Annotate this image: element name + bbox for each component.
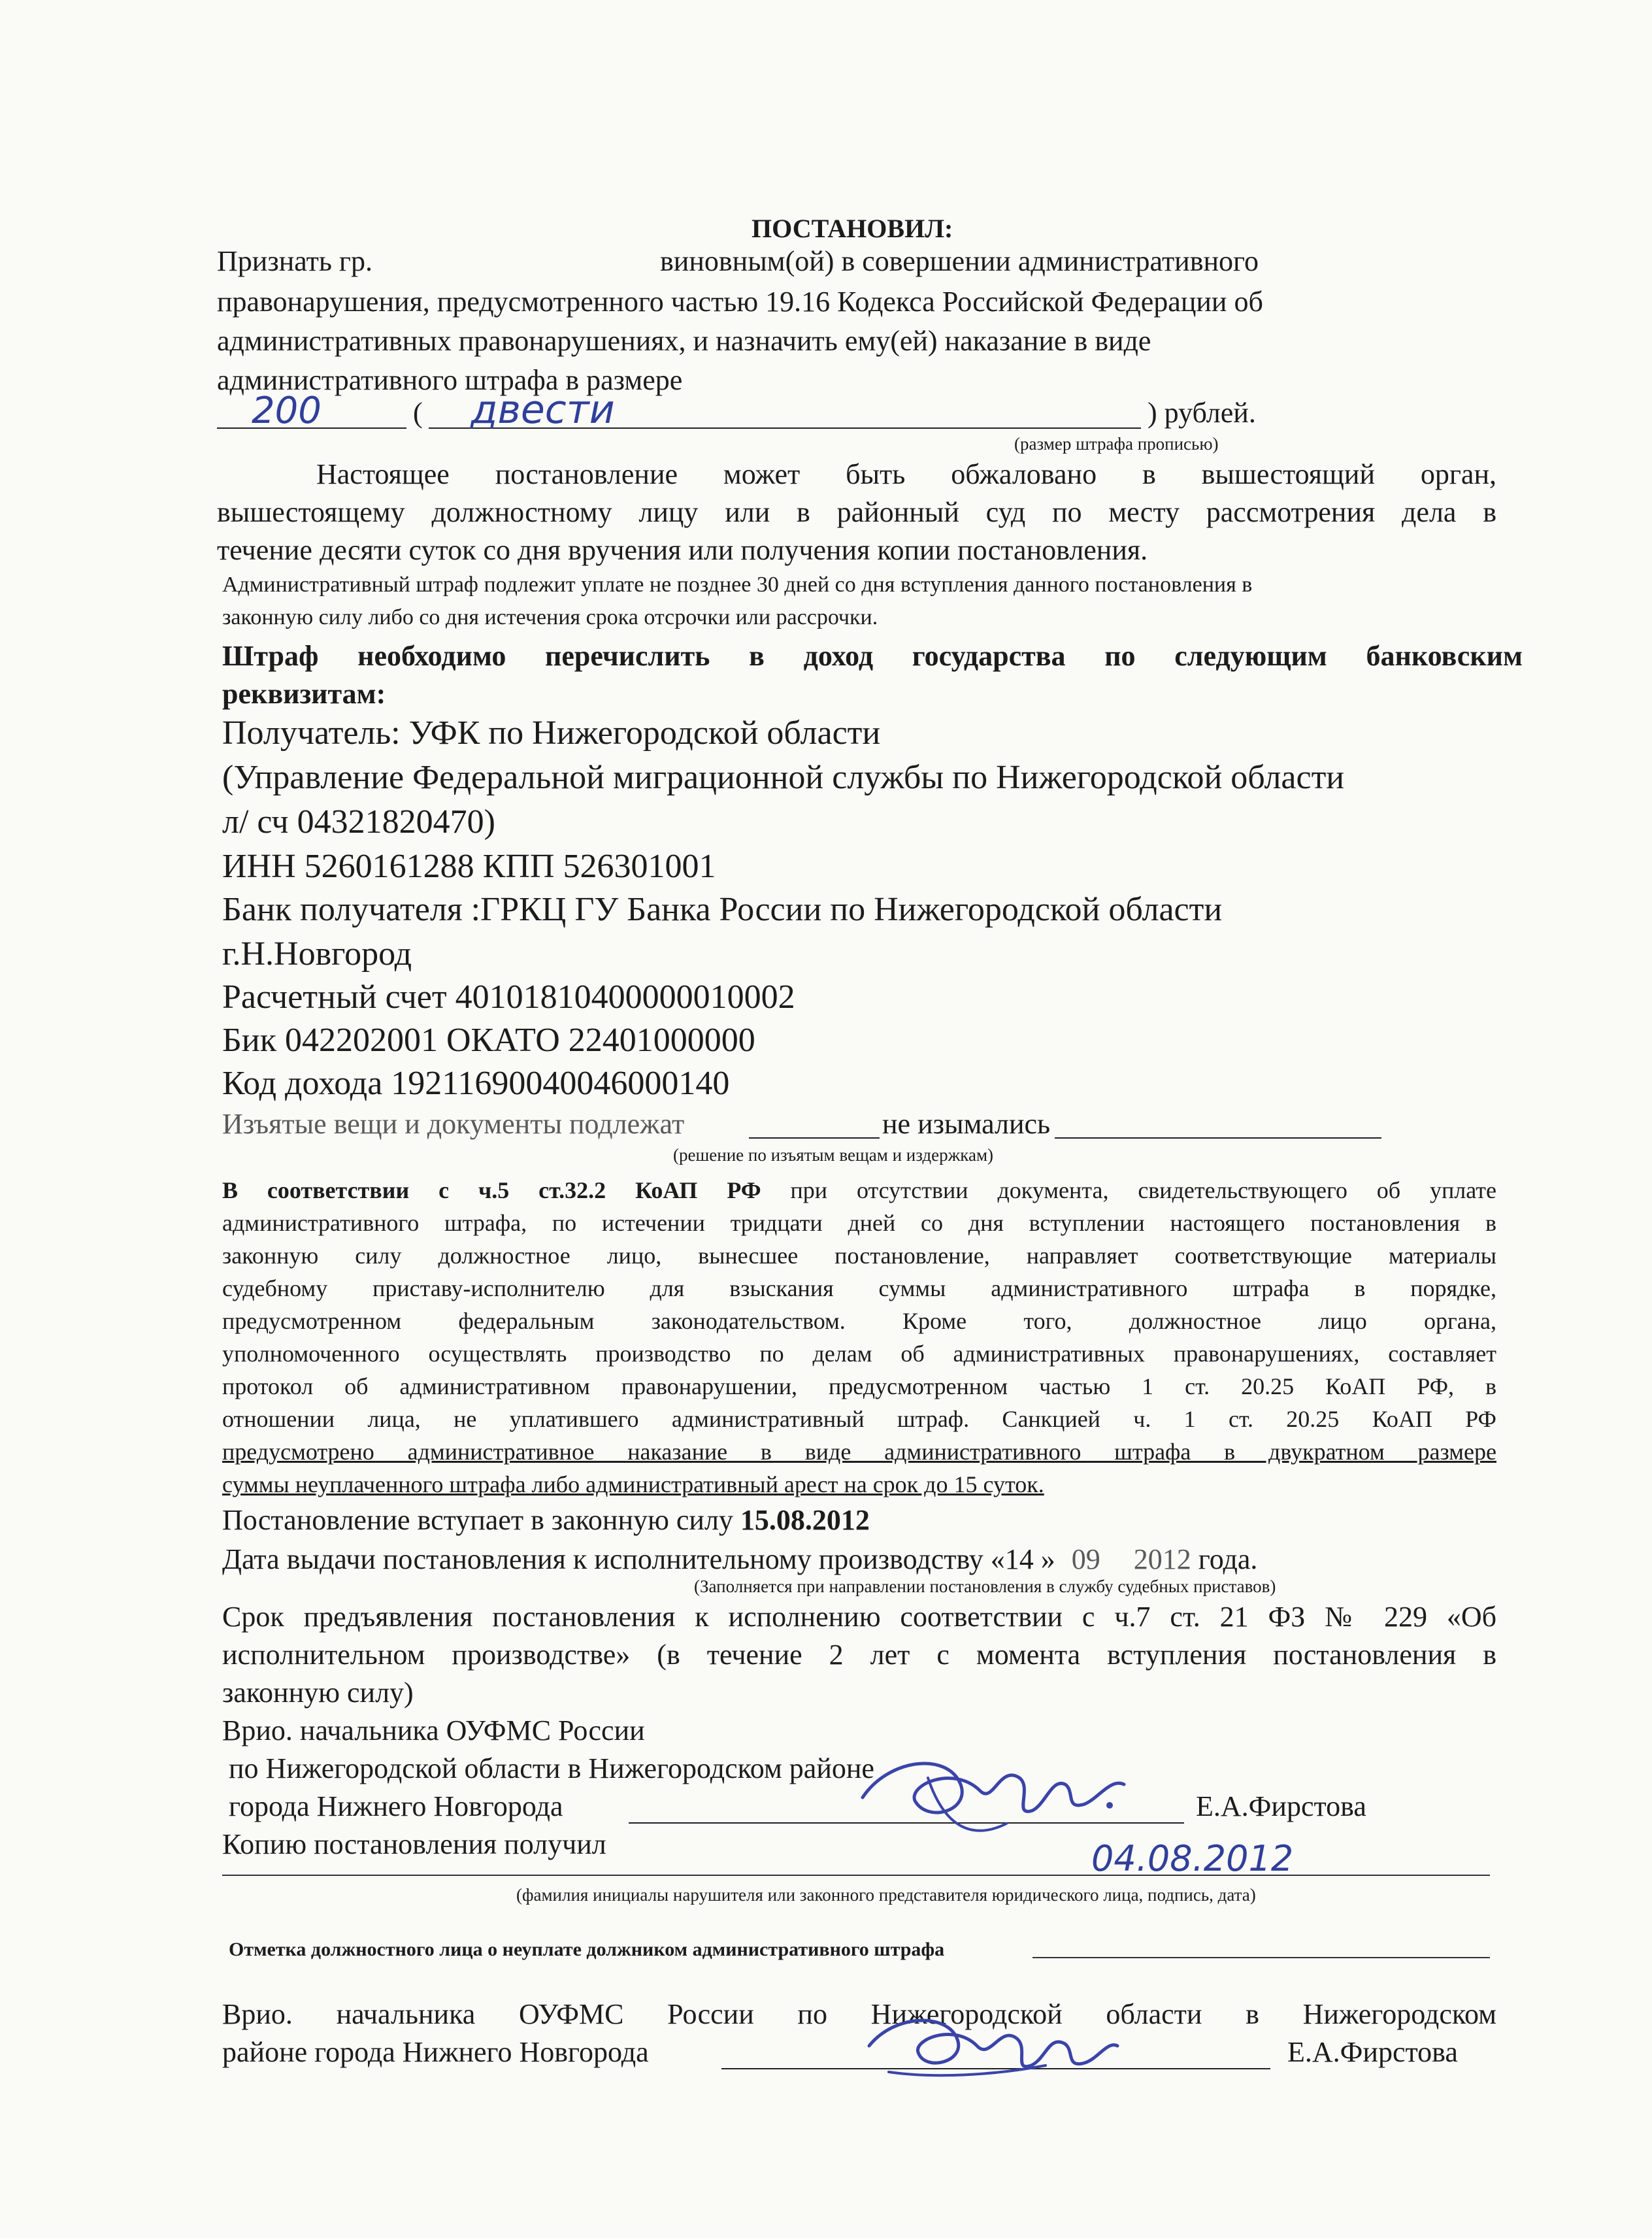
issue-date-line [222,1543,1257,1576]
bank-account-short: л/ сч 04321820470) [222,803,495,841]
fine-amount-handwritten: 200 [252,390,322,432]
decision-line3: административных правонарушениях, и назначить ему(ей) наказание в виде [217,325,1151,357]
effective-date: 15.08.2012 [740,1504,870,1536]
bank-heading-line1: Штраф необходимо перечислить в доход государства по следующим банковским [222,640,1523,672]
appeal-line2: вышестоящему должностному лицу или в районный суд по месту рассмотрения дела в [217,496,1496,528]
issue-caption: (Заполняется при направлении постановления в службу судебных приставов) [694,1577,1276,1596]
official-name: Е.А.Фирстова [1196,1790,1366,1822]
footer-line1: Врио. начальника ОУФМС России по Нижегородской области в Нижегородском [222,1998,1496,2030]
official-line1: Врио. начальника ОУФМС России [222,1714,645,1746]
enforcement-line5: предусмотренном федеральным законодательством. Кроме того, должностное лицо органа, [222,1308,1496,1334]
items-value: не изымались [882,1108,1051,1140]
enforcement-line1-bold: В соответствии с ч.5 ст.32.2 КоАП РФ [222,1177,761,1203]
issue-suffix: года. [1198,1543,1258,1575]
copy-caption: (фамилия инициалы нарушителя или законного представителя юридического лица, подпись, дата) [516,1885,1256,1905]
term-line3: законную силу) [222,1677,414,1709]
bank-bik-okato: Бик 042202001 ОКАТО 22401000000 [222,1022,755,1059]
bank-recipient-detail: (Управление Федеральной миграционной службы по Нижегородской области [222,759,1345,796]
fine-open-paren: ( [413,397,423,429]
enforcement-line1 [222,1177,1496,1204]
bank-recipient: Получатель: УФК по Нижегородской области [222,714,881,752]
bank-city: г.Н.Новгород [222,935,412,973]
bank-income-code: Код дохода 19211690040046000140 [222,1065,730,1102]
decision-line4: административного штрафа в размере [217,364,683,396]
enforcement-line3: законную силу должностное лицо, вынесшее постановление, направляет соответствующие материалы [222,1243,1496,1269]
effective-date-line [222,1503,870,1537]
nonpayment-label: Отметка должностного лица о неуплате должником административного штрафа [229,1939,945,1960]
bank-inn-kpp: ИНН 5260161288 КПП 526301001 [222,848,716,885]
document-title: ПОСТАНОВИЛ: [752,214,953,243]
copy-date-handwritten: 04.08.2012 [1091,1838,1294,1879]
enforcement-line1-rest: при отсутствии документа, свидетельствующего об уплате [790,1177,1496,1203]
copy-signature-line [222,1875,1490,1876]
fine-words-handwritten: двести [471,387,615,433]
appeal-line1: Настоящее постановление может быть обжаловано в вышестоящий орган, [316,458,1496,490]
payment-deadline-line1: Административный штраф подлежит уплате не позднее 30 дней со дня вступления данного постановления в [222,573,1253,597]
fine-rubles: ) рублей. [1148,397,1256,429]
footer-name: Е.А.Фирстова [1287,2036,1458,2068]
enforcement-line8: отношении лица, не уплатившего административный штраф. Санкцией ч. 1 ст. 20.25 КоАП РФ [222,1406,1496,1432]
enforcement-line6: уполномоченного осуществлять производство по делам об административных правонарушениях, составляет [222,1341,1496,1367]
appeal-line3: течение десяти суток со дня вручения или получения копии постановления. [217,534,1148,566]
official-signature [850,1739,1137,1850]
footer-line2: районе города Нижнего Новгорода [222,2036,649,2068]
bank-name: Банк получателя :ГРКЦ ГУ Банка России по Нижегородской области [222,891,1223,928]
enforcement-line10: суммы неуплаченного штрафа либо административный арест на срок до 15 суток. [222,1471,1044,1497]
official-line3: города Нижнего Новгорода [229,1790,563,1822]
items-blank-2 [1055,1114,1381,1139]
copy-label: Копию постановления получил [222,1828,606,1860]
bank-account: Расчетный счет 40101810400000010002 [222,978,795,1016]
enforcement-line4: судебному приставу-исполнителю для взыскания суммы административного штрафа в порядке, [222,1275,1496,1301]
items-label: Изъятые вещи и документы подлежат [222,1108,685,1140]
bank-heading-line2: реквизитам: [222,678,386,710]
enforcement-line2: административного штрафа, по истечении тридцати дней со дня вступлении настоящего постановления в [222,1210,1496,1236]
nonpayment-blank [1032,1957,1490,1958]
enforcement-line9: предусмотрено административное наказание в виде административного штрафа в двукратном размере [222,1439,1496,1465]
decision-line1-end: виновным(ой) в совершении административного [660,245,1259,277]
issue-year: 2012 [1133,1543,1191,1575]
official-line2: по Нижегородской области в Нижегородском районе [229,1752,874,1784]
issue-label: Дата выдачи постановления к исполнительному производству «14 » [222,1543,1055,1575]
term-line1: Срок предъявления постановления к исполнению соответствии с ч.7 ст. 21 ФЗ № 229 «Об [222,1601,1496,1633]
enforcement-line7: протокол об административном правонарушении, предусмотренном частью 1 ст. 20.25 КоАП РФ, в [222,1373,1496,1399]
footer-signature [850,2000,1124,2098]
fine-caption: (размер штрафа прописью) [1014,434,1219,454]
items-blank-1 [749,1114,880,1139]
term-line2: исполнительном производстве» (в течение 2 лет с момента вступления постановления в [222,1639,1496,1671]
issue-month: 09 [1071,1543,1100,1575]
items-caption: (решение по изъятым вещам и издержкам) [673,1145,994,1165]
decision-line2: правонарушения, предусмотренного частью 19.16 Кодекса Российской Федерации об [217,286,1263,318]
decision-line1-start: Признать гр. [217,245,372,277]
effective-label: Постановление вступает в законную силу [222,1504,733,1536]
payment-deadline-line2: законную силу либо со дня истечения срока отсрочки или рассрочки. [222,605,878,629]
